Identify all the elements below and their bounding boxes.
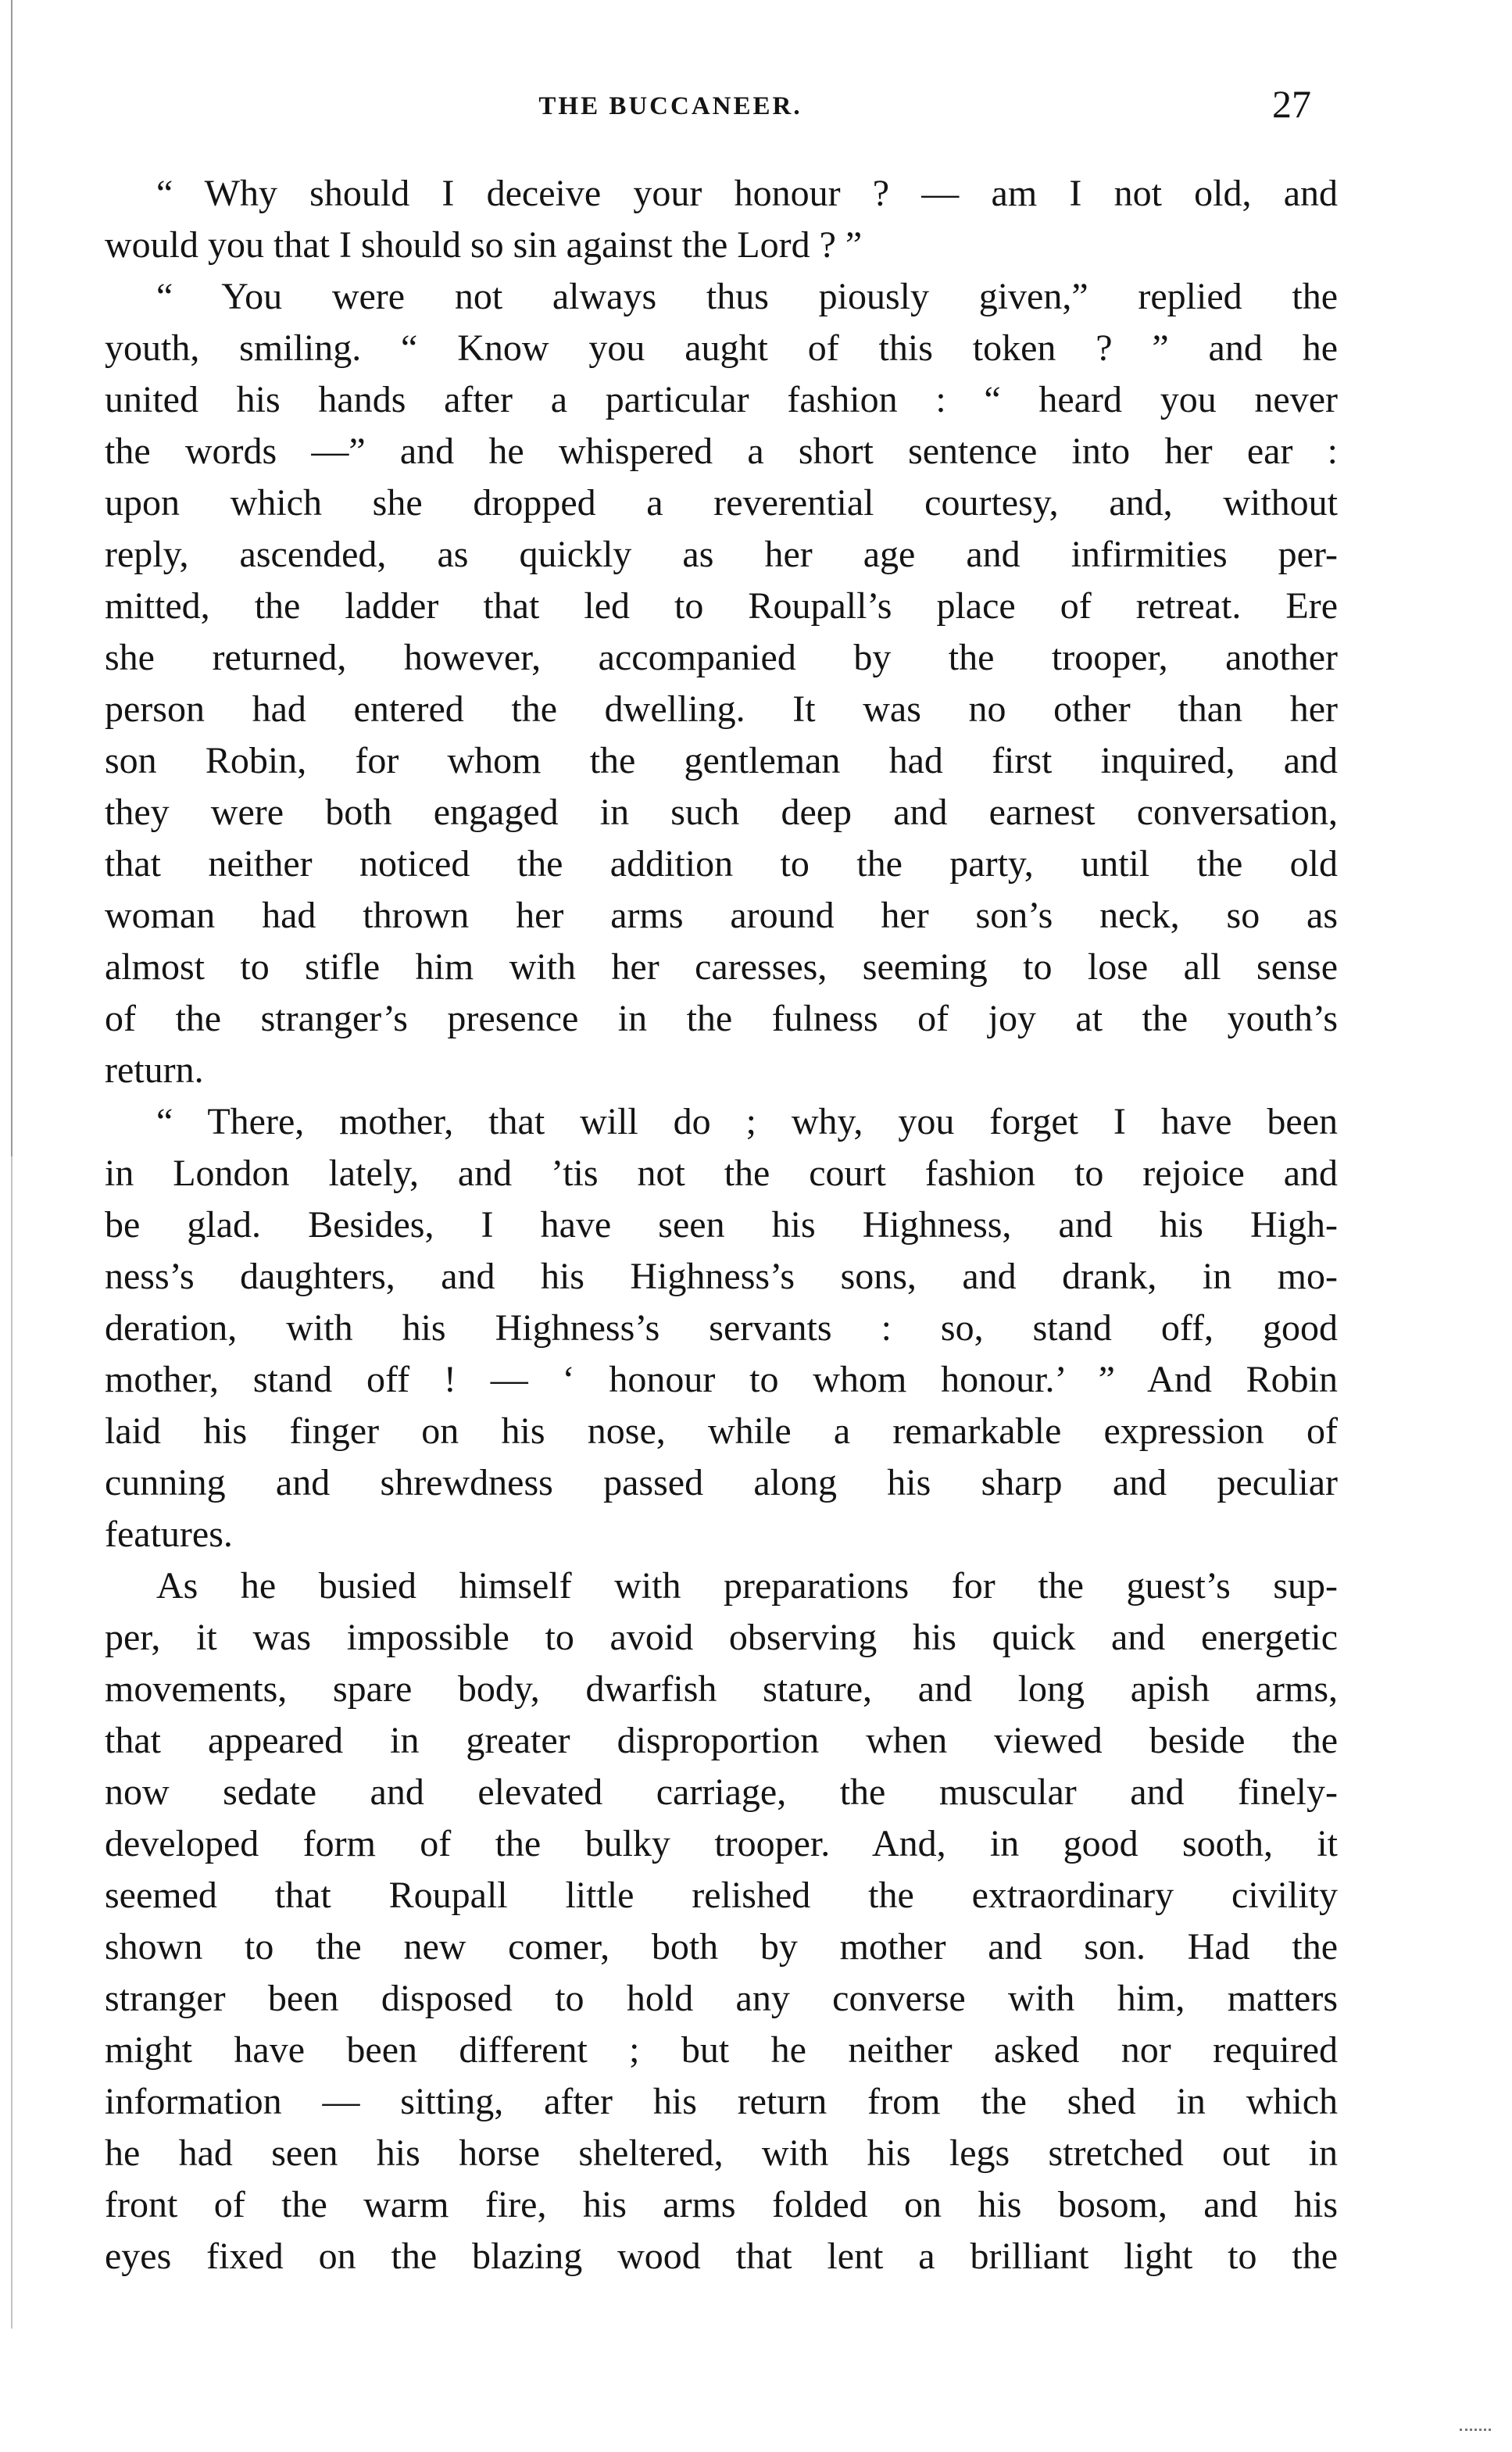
text-line: mother, stand off ! — ‘ honour to whom honour.’ ” And Robin — [105, 1359, 1338, 1400]
text-line: As he busied himself with preparations for the guest’s sup- — [156, 1565, 1338, 1607]
text-line: that neither noticed the addition to the party, until the old — [105, 843, 1338, 885]
text-line: mitted, the ladder that led to Roupall’s place of retreat. Ere — [105, 585, 1338, 627]
text-line: be glad. Besides, I have seen his Highness, and his High- — [105, 1204, 1338, 1246]
text-line: would you that I should so sin against the Lord ? ” — [105, 224, 863, 266]
page-number: 27 — [1272, 82, 1311, 126]
text-line: front of the warm fire, his arms folded on his bosom, and his — [105, 2184, 1338, 2225]
text-line: almost to stifle him with her caresses, seeming to lose all sense — [105, 946, 1338, 988]
text-line: deration, with his Highness’s servants : so, stand off, good — [105, 1307, 1338, 1349]
text-line: “ Why should I deceive your honour ? — am I not old, and — [156, 173, 1338, 214]
text-line: son Robin, for whom the gentleman had first inquired, and — [105, 740, 1338, 781]
text-line: they were both engaged in such deep and earnest conversation, — [105, 792, 1338, 833]
text-line: upon which she dropped a reverential courtesy, and, without — [105, 482, 1338, 524]
text-line: movements, spare body, dwarfish stature, and long apish arms, — [105, 1668, 1338, 1710]
text-line: features. — [105, 1514, 233, 1555]
scan-mark — [1460, 2429, 1491, 2434]
text-line: person had entered the dwelling. It was no other than her — [105, 688, 1338, 730]
text-line: united his hands after a particular fashion : “ heard you never — [105, 379, 1338, 420]
text-line: in London lately, and ’tis not the court fashion to rejoice and — [105, 1153, 1338, 1194]
text-line: eyes fixed on the blazing wood that lent a brilliant light to the — [105, 2236, 1338, 2277]
text-line: stranger been disposed to hold any converse with him, matters — [105, 1978, 1338, 2019]
text-line: cunning and shrewdness passed along his sharp and peculiar — [105, 1462, 1338, 1503]
text-line: laid his finger on his nose, while a remarkable expression of — [105, 1410, 1338, 1452]
text-line: “ You were not always thus piously given,” replied the — [156, 276, 1338, 317]
text-line: of the stranger’s presence in the fulness of joy at the youth’s — [105, 998, 1338, 1039]
text-line: return. — [105, 1049, 204, 1091]
text-line: he had seen his horse sheltered, with his legs stretched out in — [105, 2132, 1338, 2174]
text-line: information — sitting, after his return from the shed in which — [105, 2081, 1338, 2122]
text-line: seemed that Roupall little relished the extraordinary civility — [105, 1875, 1338, 1916]
text-line: ness’s daughters, and his Highness’s sons, and drank, in mo- — [105, 1256, 1338, 1297]
text-line: that appeared in greater disproportion when viewed beside the — [105, 1720, 1338, 1761]
page-edge-line-lower — [11, 1156, 13, 2329]
text-line: the words —” and he whispered a short sentence into her ear : — [105, 431, 1338, 472]
text-line: per, it was impossible to avoid observing his quick and energetic — [105, 1617, 1338, 1658]
text-line: woman had thrown her arms around her son’s neck, so as — [105, 895, 1338, 936]
text-line: shown to the new comer, both by mother and son. Had the — [105, 1926, 1338, 1968]
page-edge-line — [11, 0, 13, 1156]
text-line: reply, ascended, as quickly as her age and infirmities per- — [105, 534, 1338, 575]
text-line: “ There, mother, that will do ; why, you forget I have been — [156, 1101, 1338, 1142]
text-line: youth, smiling. “ Know you aught of this token ? ” and he — [105, 327, 1338, 369]
text-line: she returned, however, accompanied by the trooper, another — [105, 637, 1338, 678]
text-line: developed form of the bulky trooper. And, in good sooth, it — [105, 1823, 1338, 1864]
text-line: now sedate and elevated carriage, the muscular and finely- — [105, 1771, 1338, 1813]
text-line: might have been different ; but he neither asked nor required — [105, 2029, 1338, 2071]
running-title: THE BUCCANEER. — [538, 92, 802, 120]
body-text — [105, 168, 1338, 2282]
